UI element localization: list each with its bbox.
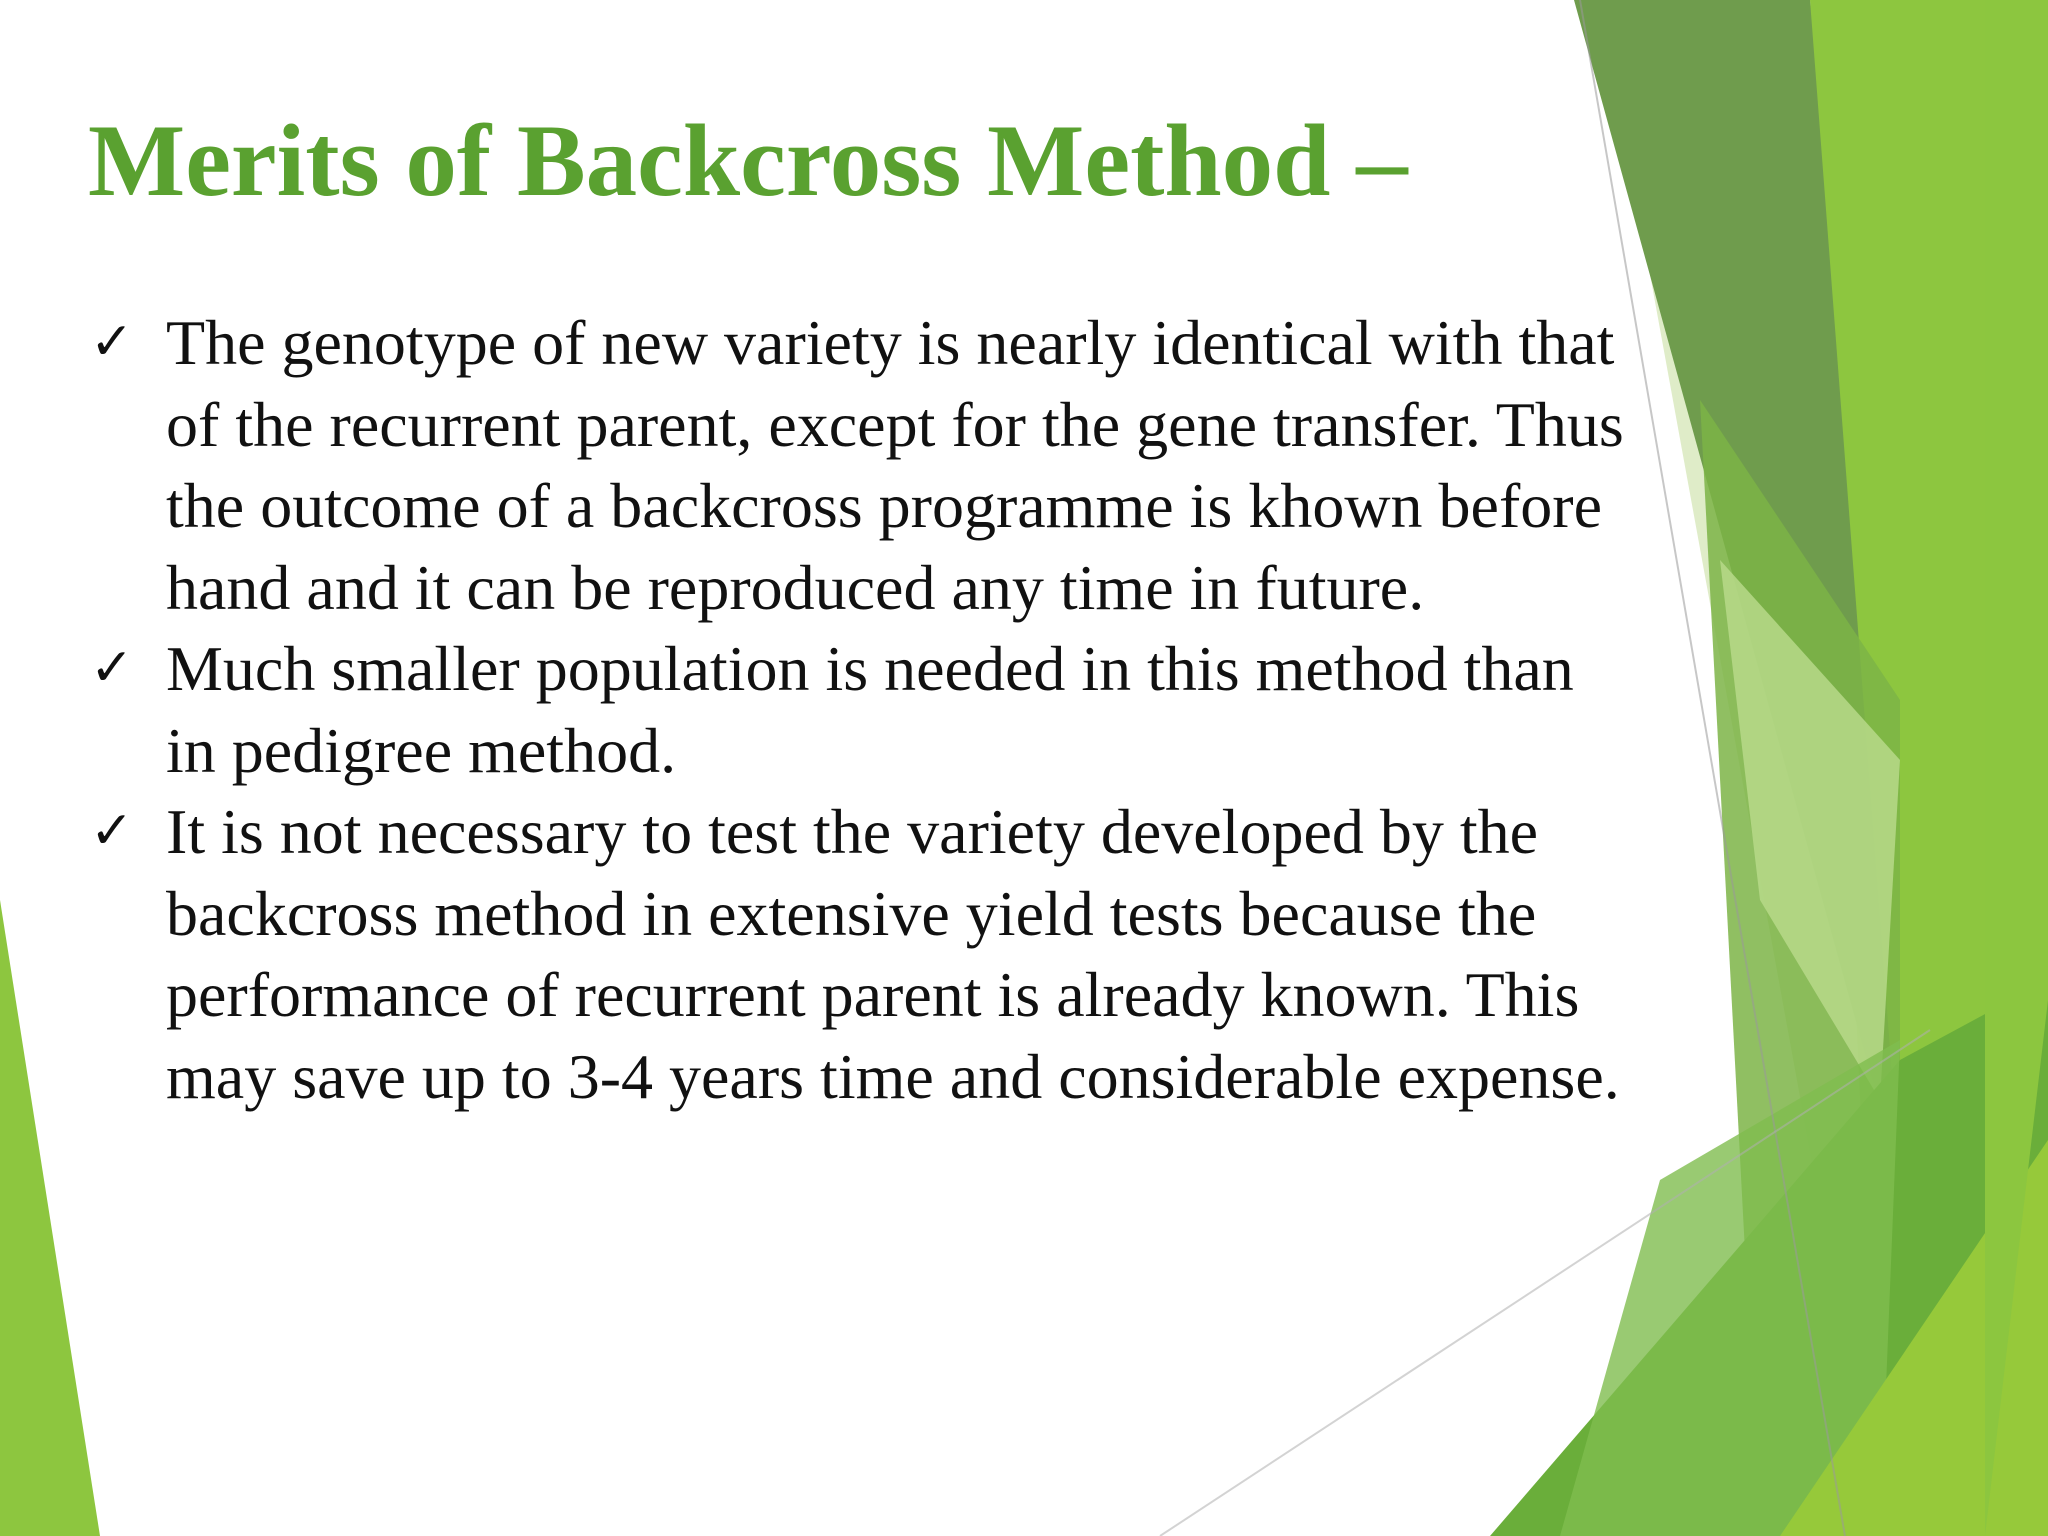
bullet-text: It is not necessary to test the variety developed by the backcross method in extensive yield tests because the performance of recurrent parent is already known. This may save up to 3-4 years time and considerable expense. [166, 796, 1620, 1112]
bullet-item [90, 791, 1630, 1117]
deco-left-sliver [0, 900, 100, 1536]
check-mark-icon: ✓ [90, 801, 134, 861]
bullet-text: Much smaller population is needed in this method than in pedigree method. [166, 633, 1574, 786]
check-mark-icon: ✓ [90, 638, 134, 698]
slide-title: Merits of Backcross Method – [88, 104, 1408, 218]
bullet-list [90, 302, 1630, 1117]
bullet-text: The genotype of new variety is nearly identical with that of the recurrent parent, except for the gene transfer. Thus the outcome of a backcross programme is khown before hand and it can be reproduced any time in future. [166, 307, 1624, 623]
check-mark-icon: ✓ [90, 312, 134, 372]
bullet-item [90, 302, 1630, 628]
bullet-item [90, 628, 1630, 791]
